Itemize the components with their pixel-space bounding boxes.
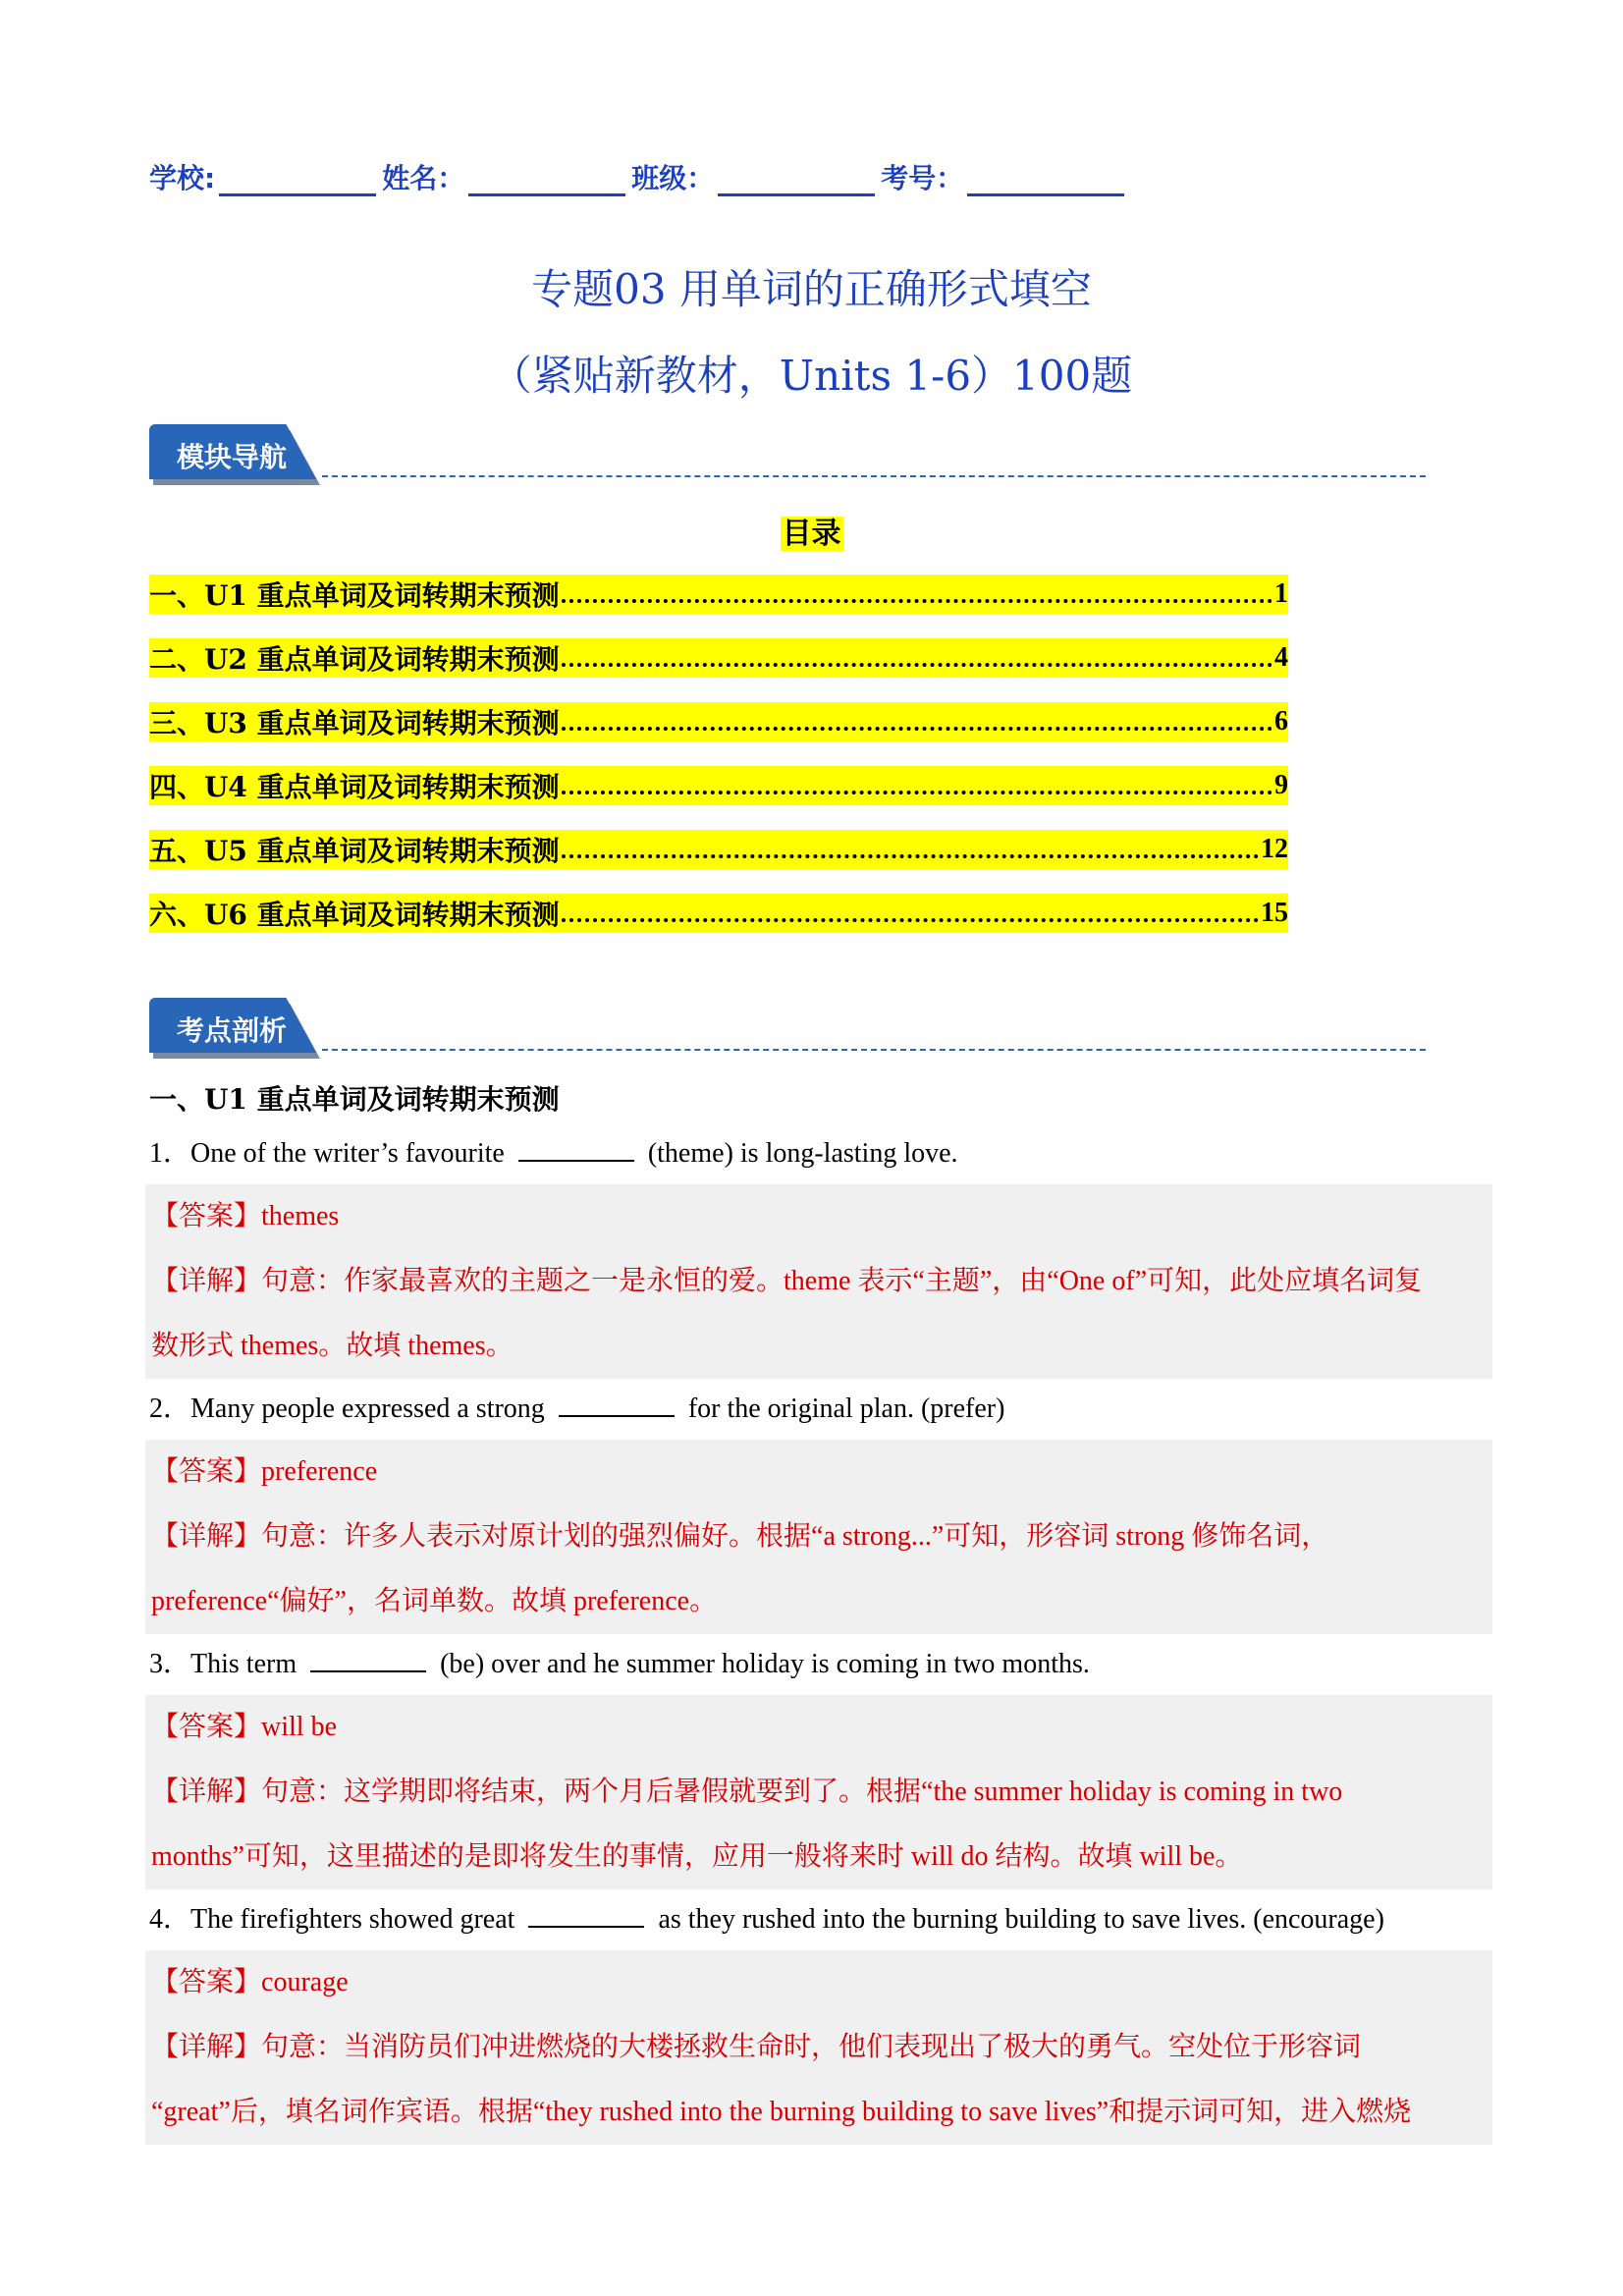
explanation (151, 1248, 1487, 1314)
question-text-before: This term (190, 1649, 298, 1679)
toc-leader-dots (562, 713, 1272, 731)
id-label: 考号： (881, 162, 964, 194)
answer-box (145, 1695, 1492, 1889)
explanation-tag: 【详解】 (151, 2030, 262, 2062)
answer-tag: 【答案】 (151, 1454, 262, 1487)
question (145, 1889, 1492, 1950)
document-title: 专题03 用单词的正确形式填空 (531, 265, 1092, 313)
section-heading: 一、U1 重点单词及词转期末预测 (149, 1083, 560, 1116)
toc-item-label: 五、U5 重点单词及词转期末预测 (149, 835, 560, 867)
module-analysis-label: 考点剖析 (177, 1014, 288, 1047)
answer-box (145, 1440, 1492, 1634)
answer-line (151, 1950, 1487, 2014)
explanation-line-2: 数形式 themes。故填 themes。 (151, 1331, 514, 1361)
toc-item-page: 15 (1261, 898, 1288, 928)
school-label: 学校: (149, 162, 216, 194)
name-blank (468, 168, 625, 196)
id-blank (967, 168, 1124, 196)
question-text-after: as they rushed into the burning building to save lives. (encourage) (658, 1904, 1384, 1935)
answer-text: themes (261, 1201, 340, 1231)
question-text-before: One of the writer’s favourite (190, 1138, 505, 1169)
answer-box (145, 1184, 1492, 1379)
toc-item[interactable] (149, 894, 1288, 933)
document-subtitle: （紧贴新教材，Units 1-6）100题 (490, 352, 1133, 400)
explanation-line: 句意：许多人表示对原计划的强烈偏好。根据“a strong...”可知，形容词 strong 修饰名词， (261, 1521, 1329, 1552)
toc-heading-text: 目录 (782, 517, 841, 551)
question-text-before: Many people expressed a strong (190, 1394, 545, 1424)
toc-leader-dots (562, 585, 1272, 603)
toc-item-page: 12 (1261, 834, 1288, 864)
question-text-after: for the original plan. (prefer) (687, 1394, 1005, 1424)
answer-line (151, 1695, 1487, 1759)
answer-blank (559, 1394, 675, 1417)
explanation-tag: 【详解】 (151, 1264, 262, 1296)
toc-item[interactable] (149, 702, 1288, 741)
explanation-line: 句意：作家最喜欢的主题之一是永恒的爱。theme 表示“主题”，由“One of”可知，此处应填名词复 (261, 1266, 1423, 1296)
toc-item-label: 六、U6 重点单词及词转期末预测 (149, 899, 560, 931)
toc-leader-dots (562, 841, 1259, 858)
explanation-tag: 【详解】 (151, 1775, 262, 1807)
class-label: 班级： (631, 162, 715, 194)
toc-item[interactable] (149, 830, 1288, 869)
dashed-divider (322, 1049, 1426, 1051)
module-analysis-banner (149, 998, 1426, 1057)
question-number: 1． (149, 1138, 191, 1169)
answer-blank (518, 1138, 634, 1162)
table-of-contents (149, 574, 1288, 957)
answer-blank (528, 1904, 644, 1928)
toc-item-label: 三、U3 重点单词及词转期末预测 (149, 707, 560, 739)
answer-text: preference (261, 1456, 378, 1487)
answer-text: courage (261, 1967, 349, 1997)
question-text-before: The firefighters showed great (190, 1904, 515, 1935)
name-field (382, 157, 627, 196)
toc-item-label: 一、U1 重点单词及词转期末预测 (149, 579, 560, 612)
toc-leader-dots (562, 904, 1259, 922)
module-nav-label: 模块导航 (177, 441, 288, 473)
answer-line (151, 1440, 1487, 1503)
school-blank (219, 168, 376, 196)
answer-text: will be (261, 1712, 338, 1742)
explanation (151, 2014, 1487, 2080)
question-number: 2． (149, 1394, 191, 1424)
explanation-line: 句意：当消防员们冲进燃烧的大楼拯救生命时，他们表现出了极大的勇气。空处位于形容词 (261, 2032, 1362, 2062)
answer-box (145, 1950, 1492, 2145)
question (145, 1379, 1492, 1440)
name-label: 姓名： (382, 162, 465, 194)
toc-item[interactable] (149, 574, 1288, 614)
class-field (631, 157, 877, 196)
answer-tag: 【答案】 (151, 1965, 262, 1997)
toc-item-page: 6 (1274, 706, 1288, 737)
answer-tag: 【答案】 (151, 1710, 262, 1742)
explanation-line-2: months”可知，这里描述的是即将发生的事情，应用一般将来时 will do 结构。故填 will be。 (151, 1841, 1243, 1872)
question-number: 4． (149, 1904, 191, 1935)
question-number: 3． (149, 1649, 191, 1679)
dashed-divider (322, 475, 1426, 477)
class-blank (718, 168, 875, 196)
toc-item-page: 4 (1274, 642, 1288, 673)
content-area (145, 1076, 1492, 2145)
answer-tag: 【答案】 (151, 1199, 262, 1231)
toc-item-page: 9 (1274, 770, 1288, 800)
toc-item[interactable] (149, 766, 1288, 805)
explanation (151, 1759, 1487, 1825)
question (145, 1634, 1492, 1695)
school-field (149, 157, 378, 196)
id-field (881, 157, 1126, 196)
question-text-after: (theme) is long-lasting love. (647, 1138, 958, 1169)
toc-item-page: 1 (1274, 578, 1288, 609)
explanation (151, 1503, 1487, 1569)
explanation-line: 句意：这学期即将结束，两个月后暑假就要到了。根据“the summer holiday is coming in two (261, 1777, 1343, 1807)
explanation-line-2: “great”后，填名词作宾语。根据“they rushed into the burning building to save lives”和提示词可知，进入燃烧 (151, 2097, 1412, 2127)
toc-leader-dots (562, 777, 1272, 794)
answer-line (151, 1184, 1487, 1248)
module-nav-banner (149, 424, 1426, 483)
header-fields (149, 157, 1130, 196)
explanation-line-2: preference“偏好”，名词单数。故填 preference。 (151, 1586, 718, 1616)
question-text-after: (be) over and he summer holiday is coming in two months. (440, 1649, 1090, 1679)
explanation-tag: 【详解】 (151, 1519, 262, 1552)
toc-item-label: 二、U2 重点单词及词转期末预测 (149, 643, 560, 676)
toc-heading (0, 509, 1623, 552)
toc-leader-dots (562, 649, 1272, 667)
question (145, 1123, 1492, 1184)
answer-blank (310, 1649, 426, 1672)
toc-item-label: 四、U4 重点单词及词转期末预测 (149, 771, 560, 803)
toc-item[interactable] (149, 638, 1288, 678)
